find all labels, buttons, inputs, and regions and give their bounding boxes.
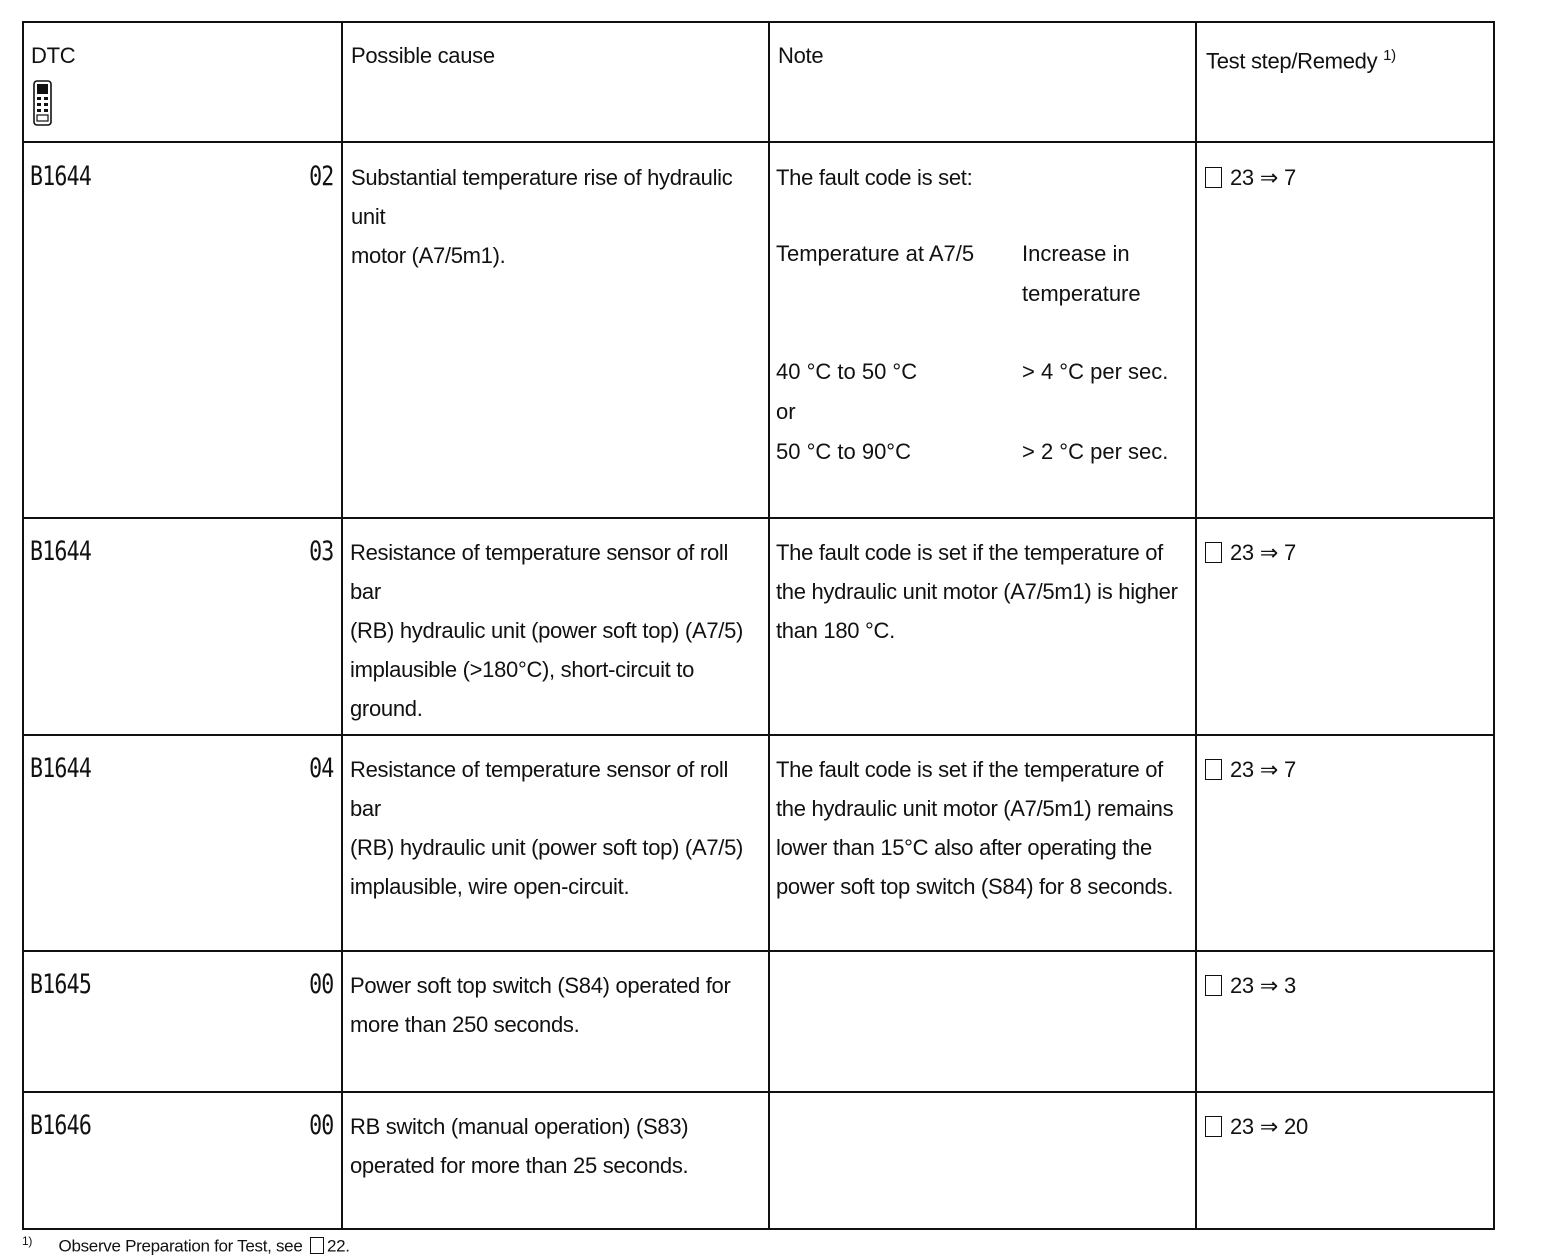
footnote-text: Observe Preparation for Test, see [58,1236,303,1256]
dtc-code: B1644 [30,161,92,192]
dtc-subcode: 00 [309,1110,334,1141]
note [776,533,1188,650]
dtc-subcode: 04 [309,753,334,784]
cause-line: (RB) hydraulic unit (power soft top) (A7/5) [350,618,744,643]
note-line: power soft top switch (S84) for 8 seconds. [776,874,1174,899]
possible-cause [350,966,762,1044]
dtc-code: B1645 [30,969,92,1000]
arrow-right-icon: ⇒ [1259,165,1279,190]
cause-line: Resistance of temperature sensor of roll bar [350,540,729,604]
page-reference-box-icon [1205,759,1222,780]
dtc-code: B1644 [30,753,92,784]
temp-col2-header-line2: temperature [1022,281,1141,306]
cause-line: Power soft top switch (S84) operated for [350,973,731,998]
row-divider [24,950,1493,952]
remedy-page: 23 [1230,1114,1254,1139]
page-reference-box-icon [1205,167,1222,188]
column-divider [341,23,343,1228]
cause-line: Substantial temperature rise of hydraulic unit [351,165,733,229]
row-divider [24,141,1493,143]
cause-line: ground. [350,696,423,721]
remedy-step: 20 [1284,1114,1308,1139]
arrow-right-icon: ⇒ [1259,1114,1279,1139]
dtc-subcode: 02 [309,161,334,192]
remedy-page: 23 [1230,540,1254,565]
possible-cause [350,750,762,906]
note-line: The fault code is set if the temperature of [776,757,1163,782]
remedy-reference [1205,1107,1308,1146]
dtc-subcode: 03 [309,536,334,567]
possible-cause [350,533,762,728]
page-reference-box-icon [1205,1116,1222,1137]
remedy-step: 3 [1284,973,1296,998]
temp-row2-range: 50 °C to 90°C [776,439,911,464]
temp-row1-range: 40 °C to 50 °C [776,359,918,384]
row-divider [24,734,1493,736]
cause-line: more than 250 seconds. [350,1012,580,1037]
row-divider [24,1091,1493,1093]
page-reference-box-icon [1205,542,1222,563]
temp-col1-header: Temperature at A7/5 [776,241,975,266]
dtc-table [22,21,1495,1230]
header-note: Note [778,43,824,68]
header-remedy-label: Test step/Remedy [1206,48,1378,74]
note-line: the hydraulic unit motor (A7/5m1) remains [776,796,1174,821]
cause-line: Resistance of temperature sensor of roll bar [350,757,729,821]
dtc-subcode: 00 [309,969,334,1000]
note-line: lower than 15°C also after operating the [776,835,1152,860]
footnote-marker: 1) [22,1234,33,1248]
remedy-reference [1205,750,1296,789]
note-line: than 180 °C. [776,618,895,643]
remedy-step: 7 [1284,165,1296,190]
cause-line: implausible (>180°C), short-circuit to [350,657,695,682]
dtc-code: B1644 [30,536,92,567]
header-possible-cause: Possible cause [351,43,495,68]
page-reference-box-icon [310,1237,324,1254]
temperature-table [776,234,1186,494]
cause-line: operated for more than 25 seconds. [350,1153,689,1178]
footnote-page: 22. [326,1236,350,1256]
remedy-page: 23 [1230,165,1254,190]
temp-row1-rate: > 4 °C per sec. [1022,359,1169,384]
remedy-step: 7 [1284,757,1296,782]
arrow-right-icon: ⇒ [1259,540,1279,565]
remedy-page: 23 [1230,757,1254,782]
header-remedy-footnote-ref: 1) [1383,47,1396,64]
possible-cause [351,158,761,275]
page-reference-box-icon [1205,975,1222,996]
cause-line: RB switch (manual operation) (S83) [350,1114,689,1139]
note-intro: The fault code is set: [776,165,973,190]
note [776,750,1188,906]
column-divider [1195,23,1197,1228]
header-test-step-remedy [1206,43,1396,74]
arrow-right-icon: ⇒ [1259,973,1279,998]
diagnostic-tester-icon [33,80,52,126]
note-line: The fault code is set if the temperature of [776,540,1163,565]
temp-or: or [776,399,796,424]
dtc-code: B1646 [30,1110,92,1141]
footnote [22,1234,350,1257]
temp-row2-rate: > 2 °C per sec. [1022,439,1169,464]
remedy-reference [1205,966,1296,1005]
header-dtc: DTC [31,43,76,68]
remedy-page: 23 [1230,973,1254,998]
note-line: the hydraulic unit motor (A7/5m1) is higher [776,579,1178,604]
column-divider [768,23,770,1228]
cause-line: implausible, wire open-circuit. [350,874,630,899]
remedy-reference [1205,533,1296,572]
remedy-step: 7 [1284,540,1296,565]
remedy-reference [1205,158,1296,197]
cause-line: (RB) hydraulic unit (power soft top) (A7/5) [350,835,744,860]
temp-col2-header-line1: Increase in [1022,241,1130,266]
arrow-right-icon: ⇒ [1259,757,1279,782]
possible-cause [350,1107,762,1185]
row-divider [24,517,1493,519]
cause-line: motor (A7/5m1). [351,243,506,268]
